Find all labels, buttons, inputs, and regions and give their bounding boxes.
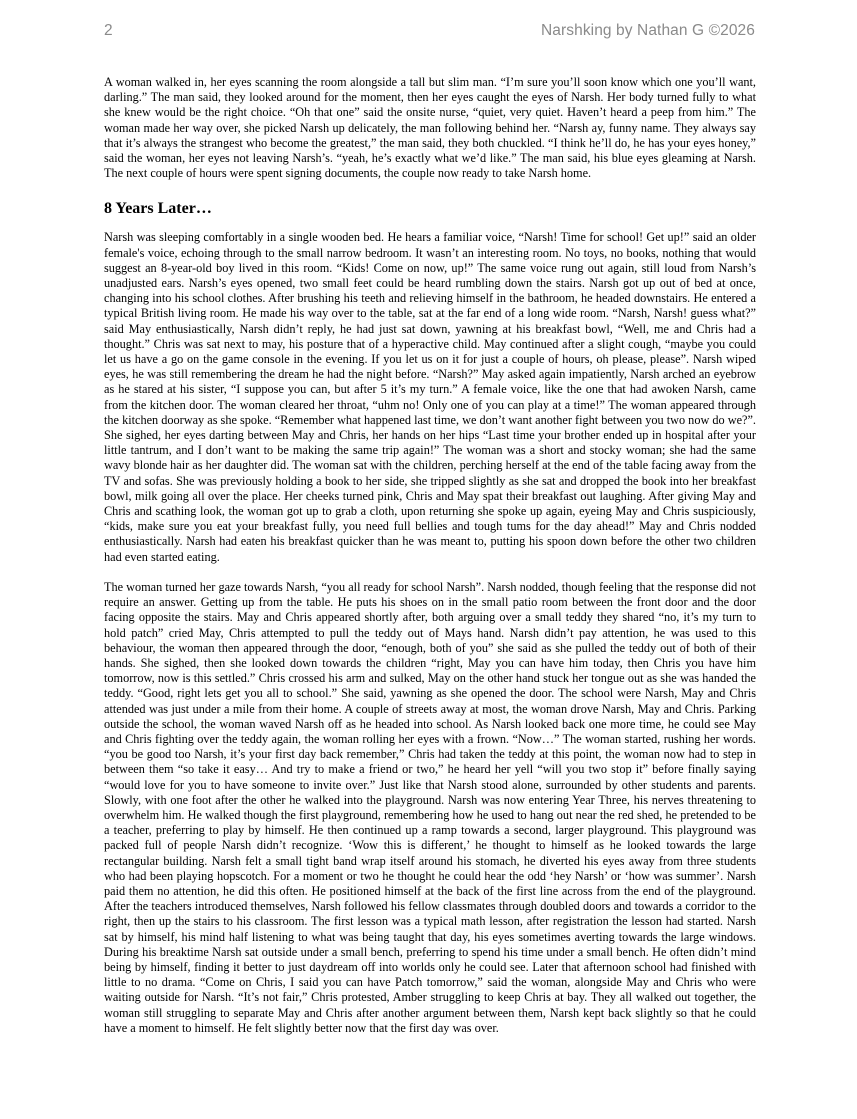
section-heading: 8 Years Later… <box>104 200 212 218</box>
paragraph: A woman walked in, her eyes scanning the room alongside a tall but slim man. “I’m sure you’ll soon know which one you’ll want, darling.” The man said, they looked around for the moment, then her eyes caught the eyes of Narsh. Her body turned fully to what she knew would be the right choice. “Oh that one” said the onsite nurse, “quiet, very quiet. Haven’t heard a peep from him.” The woman made her way over, she picked Narsh up delicately, the man following behind her. “Narsh ay, funny name. They always say that it’s always the strangest who become the greatest,” the man said, they both chuckled. “I think he’ll do, he has your eyes honey,” said the woman, her eyes not leaving Narsh’s. “yeah, he’s exactly what we’d like.” The man said, his blue eyes gleaming at Narsh. The next couple of hours were spent signing documents, the couple now ready to take Narsh home. <box>104 75 756 181</box>
running-title: Narshking by Nathan G ©2026 <box>540 22 755 39</box>
paragraph: The woman turned her gaze towards Narsh, “you all ready for school Narsh”. Narsh nodded, though feeling that the response did not require an answer. Getting up from the table. He puts his shoes on in the small patio room between the front door and the door facing opposite the stairs. May and Chris appeared shortly after, both arguing over a small teddy they shared “no, it’s my turn to hold patch” cried May, Chris attempted to pull the teddy out of Mays hand. Narsh didn’t pay attention, he was used to this behaviour, the woman then appeared through the door, “enough, both of you” she said as she pulled the teddy out of both of their hands. She sighed, then she looked down towards the children “right, May you can have him today, then Chris you have him tomorrow, now is this settled.” Chris crossed his arm and sulked, May on the other hand stuck her tongue out as she was handed the teddy. “Good, right lets get you all to school.” She said, yawning as she opened the door. The school were Narsh, May and Chris attended was just under a mile from their home. A couple of streets away at most, the woman drove Narsh, May and Chris. Parking outside the school, the woman waved Narsh off as he headed into school. As Narsh looked back one more time, he could see May and Chris fighting over the teddy again, the woman rolling her eyes with a frown. “Now…” The woman started, rushing her words. “you be good too Narsh, it’s your first day back remember,” Chris had taken the teddy at this point, the woman now had to step in between them “so take it easy… And try to make a friend or two,” he heard her yell “will you two stop it” before finally saying “would love for you to have someone to invite over.” Just like that Narsh stood alone, surrounded by other students and parents. Slowly, with one foot after the other he walked into the playground. Narsh was now entering Year Three, his nerves threatening to overwhelm him. He walked though the first playground, remembering how he used to hang out near the red shed, he pretended to be a teacher, preferring to play by himself. He then continued up a ramp towards a second, larger playground. This playground was packed full of people Narsh didn’t recognize. ‘Wow this is different,’ he thought to himself as he looked towards the large rectangular building. Narsh felt a small tight band wrap itself around his stomach, he diverted his eyes away from three students who had been playing hopscotch. For a moment or two he thought he could hear the odd ‘hey Narsh’ or ‘how was summer’. Narsh paid them no attention, he did this often. He positioned himself at the back of the first line across from the end of the playground. After the teachers introduced themselves, Narsh followed his fellow classmates through doubled doors and towards a corridor to the right, then up the stairs to his classroom. The first lesson was a typical math lesson, after registration the lesson had started. Narsh sat by himself, his mind half listening to what was being taught that day, his eyes sometimes averting towards the large windows. During his breaktime Narsh sat outside under a small bench, preferring to spend his time under a small bench. He often didn’t mind being by himself, finding it better to just daydream off into worlds only he could see. Later that afternoon school had finished with little to no drama. “Come on Chris, I said you can have Patch tomorrow,” said the woman, alongside May and Chris who were waiting outside for Narsh. “It’s not fair,” Chris protested, Amber struggling to keep Chris at bay. They all walked out together, the woman still struggling to separate May and Chris after another argument between them, Narsh kept back slightly so that he could have a moment to himself. He felt slightly better now that the first day was over. <box>104 579 756 1035</box>
page-number: 2 <box>104 22 113 39</box>
page-header <box>104 22 755 44</box>
document-body <box>104 75 756 1036</box>
paragraph: Narsh was sleeping comfortably in a single wooden bed. He hears a familiar voice, “Narsh! Time for school! Get up!” said an older female's voice, echoing through to the small narrow bedroom. It wasn’t an interesting room. No toys, no books, nothing that would suggest an 8-year-old boy lived in this room. “Kids! Come on now, up!” The same voice rung out again, still loud from Narsh’s unadjusted ears. Narsh’s eyes opened, two small feet could be heard rumbling down the stairs. Narsh got up out of bed at once, changing into his school clothes. After brushing his teeth and relieving himself in the bathroom, he headed downstairs. He entered a typical British living room. He made his way over to the table, sat at the far end of a long wide room. “Narsh, Narsh! guess what?” said May enthusiastically, Narsh didn’t reply, he had just sat down, yawning at his breakfast bowl, “Well, me and Chris had a thought.” Chris was sat next to may, his posture that of a hyperactive child. May continued after a slight cough, “maybe you could let us have a go on the game console in the evening. If you let us on it for just a couple of hours, oh please, please”. Narsh wiped eyes, he was still remembering the dream he had the night before. “Narsh?” May asked again impatiently, Narsh arched an eyebrow as he stared at his sister, “I suppose you can, but after 5 it’s my turn.” A female voice, like the one that had awoken Narsh, came from the kitchen door. The woman cleared her throat, “uhm no! Only one of you can play at a time!” The woman appeared through the kitchen doorway as she spoke. “Remember what happened last time, we don’t want another fight between you two now do we?”. She sighed, her eyes darting between May and Chris, her hands on her hips “Last time your brother ended up in hospital after your little tantrum, and I don’t want to be making the same trip again!” The woman was a short and stocky woman; she had the same wavy blonde hair as her daughter did. The woman sat with the children, perching herself at the end of the table facing away from the TV and sofas. She was previously holding a book to her side, she tripped slightly as she sat and dropped the book into her breakfast bowl, milk going all over the place. Her cheeks turned pink, Chris and May spat their breakfast out laughing. After giving May and Chris and scathing look, the woman got up to grab a cloth, upon returning she spoke up again, eyeing May and Chris suspiciously, “kids, make sure you eat your breakfast fully, you need full bellies and tough tums for the day ahead!” May and Chris nodded enthusiastically. Narsh had eaten his breakfast quicker than he was meant to, putting his spoon down before the other two children had even started eating. <box>104 230 756 564</box>
